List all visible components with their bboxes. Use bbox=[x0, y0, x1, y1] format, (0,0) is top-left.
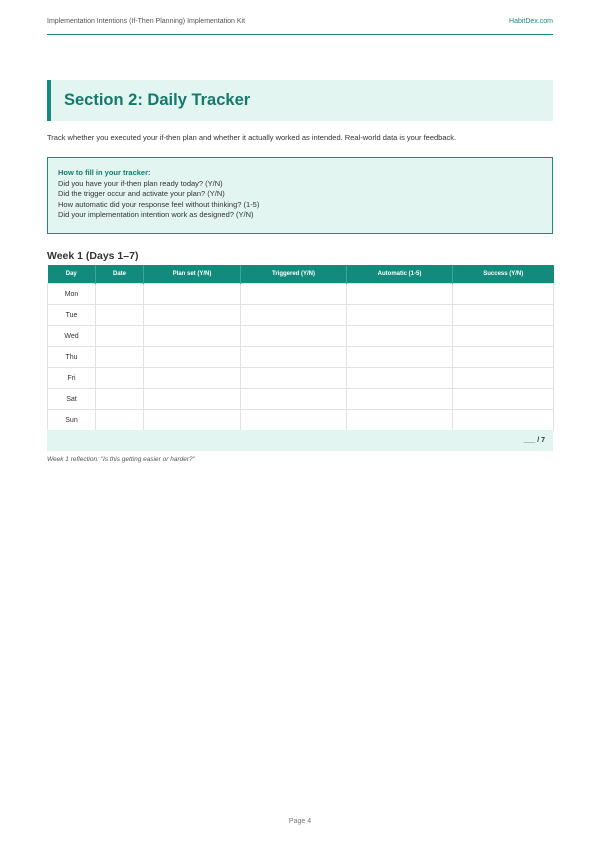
page-number: Page 4 bbox=[288, 818, 312, 825]
day-cell: Thu bbox=[48, 347, 96, 368]
column-header-plan-set: Plan set (Y/N) bbox=[144, 265, 241, 284]
table-row bbox=[48, 284, 554, 305]
table-row bbox=[48, 326, 554, 347]
table-row bbox=[48, 410, 554, 431]
section-banner bbox=[47, 80, 553, 121]
plan-set-cell[interactable] bbox=[144, 347, 241, 368]
day-cell: Sun bbox=[48, 410, 96, 431]
plan-set-cell[interactable] bbox=[144, 410, 241, 431]
brand-link[interactable]: HabitDex.com bbox=[509, 18, 553, 25]
how-to-line: How automatic did your response feel without thinking? (1-5) bbox=[58, 199, 260, 209]
date-cell[interactable] bbox=[96, 284, 144, 305]
column-header-automatic: Automatic (1-5) bbox=[347, 265, 453, 284]
success-cell[interactable] bbox=[453, 410, 554, 431]
success-cell[interactable] bbox=[453, 368, 554, 389]
date-cell[interactable] bbox=[96, 389, 144, 410]
triggered-cell[interactable] bbox=[241, 389, 347, 410]
how-to-line: Did your implementation intention work as designed? (Y/N) bbox=[58, 210, 254, 219]
automatic-cell[interactable] bbox=[347, 347, 453, 368]
column-header-day: Day bbox=[48, 265, 96, 284]
success-cell[interactable] bbox=[453, 389, 554, 410]
section-title: Section 2: Daily Tracker bbox=[64, 91, 251, 109]
plan-set-cell[interactable] bbox=[144, 368, 241, 389]
tracker-table bbox=[47, 265, 554, 431]
date-cell[interactable] bbox=[96, 305, 144, 326]
plan-set-cell[interactable] bbox=[144, 284, 241, 305]
plan-set-cell[interactable] bbox=[144, 326, 241, 347]
triggered-cell[interactable] bbox=[241, 368, 347, 389]
section-intro: Track whether you executed your if-then plan and whether it actually worked as intended. Real-world data is your feedback. bbox=[47, 133, 457, 142]
date-cell[interactable] bbox=[96, 347, 144, 368]
how-to-title: How to fill in your tracker: bbox=[58, 168, 151, 177]
day-cell: Sat bbox=[48, 389, 96, 410]
week-reflection: Week 1 reflection: "Is this getting easier or harder?" bbox=[47, 456, 195, 463]
triggered-cell[interactable] bbox=[241, 410, 347, 431]
week-title: Week 1 (Days 1–7) bbox=[47, 250, 139, 262]
column-header-date: Date bbox=[96, 265, 144, 284]
column-header-success: Success (Y/N) bbox=[453, 265, 554, 284]
triggered-cell[interactable] bbox=[241, 305, 347, 326]
automatic-cell[interactable] bbox=[347, 368, 453, 389]
column-header-triggered: Triggered (Y/N) bbox=[241, 265, 347, 284]
document-title: Implementation Intentions (If-Then Planning) Implementation Kit bbox=[47, 18, 246, 25]
automatic-cell[interactable] bbox=[347, 410, 453, 431]
plan-set-cell[interactable] bbox=[144, 389, 241, 410]
date-cell[interactable] bbox=[96, 326, 144, 347]
table-row bbox=[48, 305, 554, 326]
how-to-line: Did the trigger occur and activate your plan? (Y/N) bbox=[58, 189, 225, 198]
automatic-cell[interactable] bbox=[347, 284, 453, 305]
page-header bbox=[47, 18, 553, 35]
how-to-box bbox=[47, 157, 553, 234]
success-cell[interactable] bbox=[453, 326, 554, 347]
date-cell[interactable] bbox=[96, 410, 144, 431]
automatic-cell[interactable] bbox=[347, 305, 453, 326]
triggered-cell[interactable] bbox=[241, 347, 347, 368]
triggered-cell[interactable] bbox=[241, 284, 347, 305]
table-row bbox=[48, 347, 554, 368]
day-cell: Tue bbox=[48, 305, 96, 326]
success-cell[interactable] bbox=[453, 347, 554, 368]
day-cell: Fri bbox=[48, 368, 96, 389]
day-cell: Mon bbox=[48, 284, 96, 305]
automatic-cell[interactable] bbox=[347, 389, 453, 410]
how-to-line: Did you have your if-then plan ready today? (Y/N) bbox=[58, 178, 223, 188]
date-cell[interactable] bbox=[96, 368, 144, 389]
success-cell[interactable] bbox=[453, 305, 554, 326]
plan-set-cell[interactable] bbox=[144, 305, 241, 326]
day-cell: Wed bbox=[48, 326, 96, 347]
success-cell[interactable] bbox=[453, 284, 554, 305]
table-row bbox=[48, 389, 554, 410]
table-header-row bbox=[48, 265, 554, 284]
table-row bbox=[48, 368, 554, 389]
triggered-cell[interactable] bbox=[241, 326, 347, 347]
week-score[interactable]: ___ / 7 bbox=[523, 437, 545, 444]
week-score-row bbox=[47, 430, 553, 451]
automatic-cell[interactable] bbox=[347, 326, 453, 347]
